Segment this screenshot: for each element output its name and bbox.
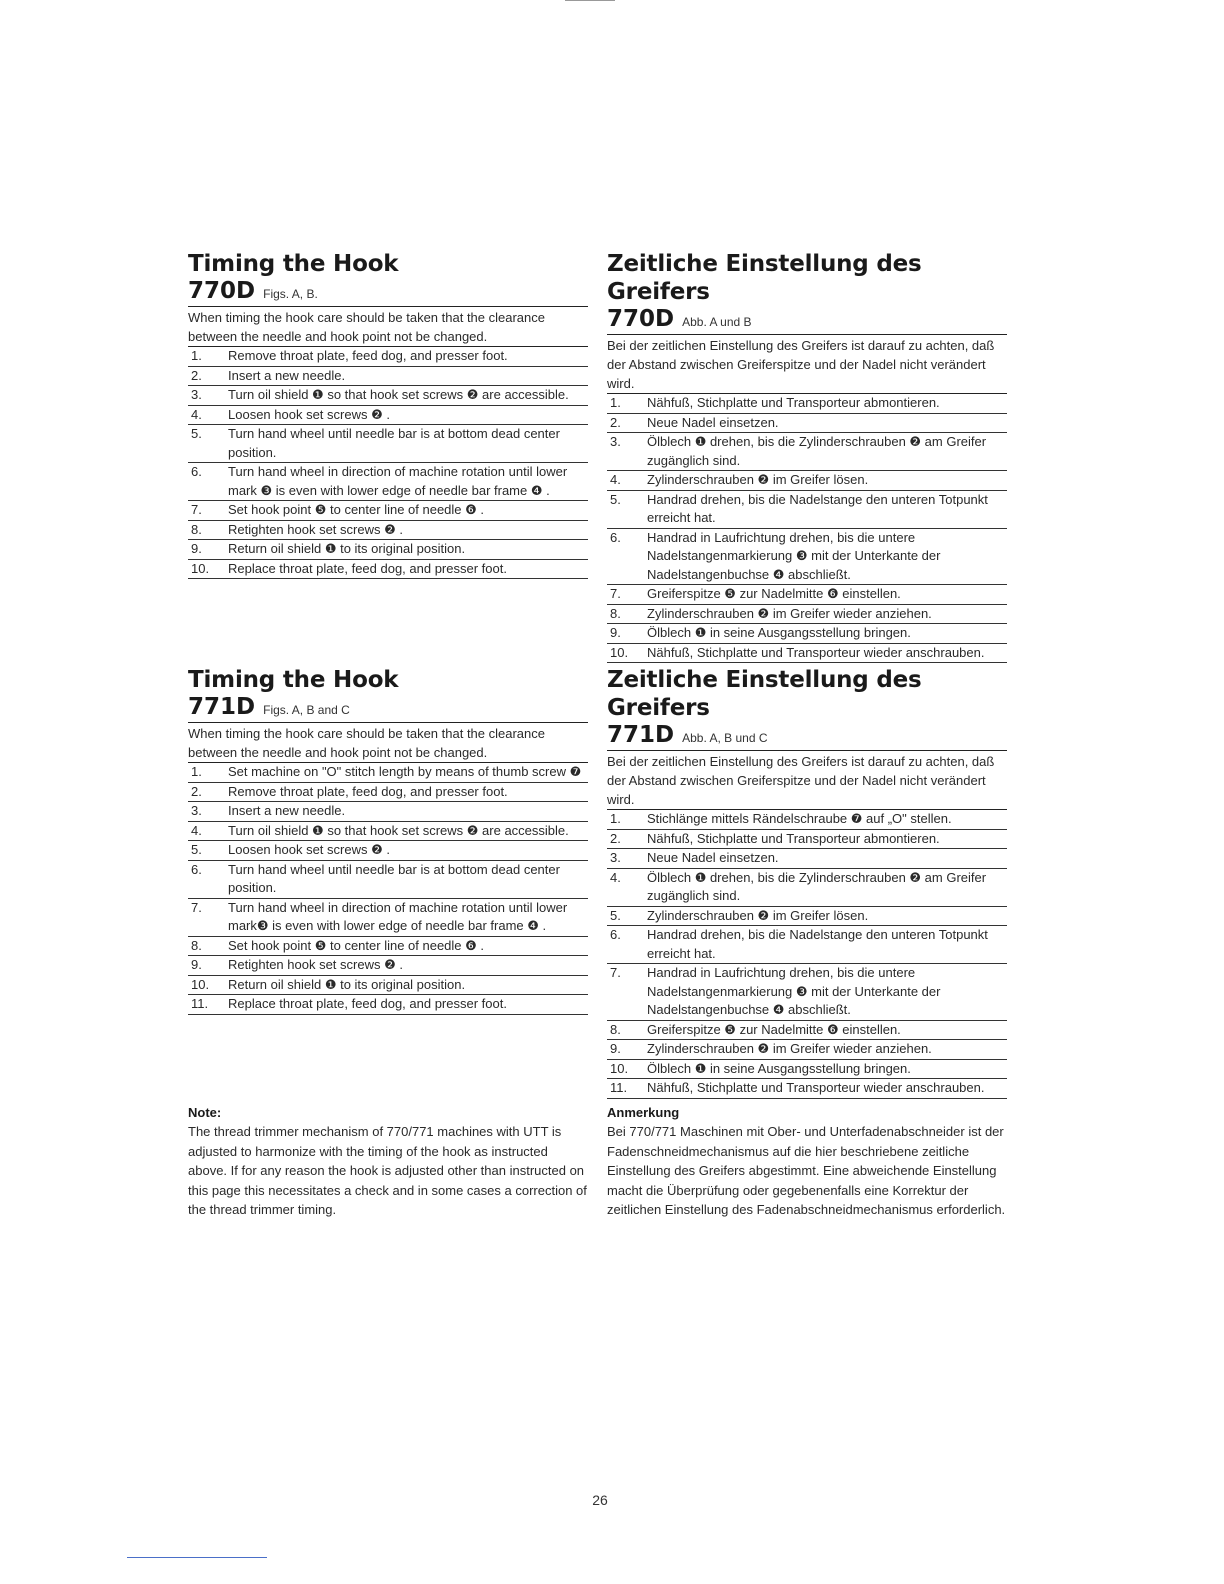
step-number: 3. xyxy=(191,387,202,402)
step-item xyxy=(188,861,588,899)
step-text: Zylinderschrauben ❷ im Greifer lösen. xyxy=(647,472,869,487)
step-item xyxy=(188,995,588,1015)
section-title: Timing the Hook xyxy=(188,251,399,277)
step-item xyxy=(607,869,1007,907)
step-text: Loosen hook set screws ❷ . xyxy=(228,406,390,422)
step-text: Neue Nadel einsetzen. xyxy=(647,850,779,865)
step-item xyxy=(188,347,588,367)
step-item xyxy=(188,783,588,803)
step-number: 4. xyxy=(610,869,621,885)
note-title: Anmerkung xyxy=(607,1105,680,1120)
step-text: Loosen hook set screws ❷ . xyxy=(228,842,390,857)
step-item xyxy=(188,367,588,387)
step-number: 1. xyxy=(191,348,202,363)
step-text: Turn hand wheel in direction of machine rotation until lower mark❸ is even with lower edge of needle bar frame ❹ . xyxy=(228,899,568,933)
step-number: 5. xyxy=(610,491,621,507)
step-text: Return oil shield ❶ to its original position. xyxy=(228,541,466,556)
step-item xyxy=(188,560,588,580)
step-item xyxy=(188,386,588,406)
step-item xyxy=(607,849,1007,869)
step-number: 11. xyxy=(191,996,209,1011)
step-item xyxy=(188,976,588,996)
step-text: Handrad drehen, bis die Nadelstange den unteren Totpunkt erreicht hat. xyxy=(647,927,988,961)
model-heading xyxy=(607,306,1007,332)
step-number: 1. xyxy=(610,395,621,410)
step-number: 10. xyxy=(610,644,629,660)
step-item xyxy=(188,763,588,783)
step-text: Nähfuß, Stichplatte und Transporteur wieder anschrauben. xyxy=(647,644,985,660)
step-number: 3. xyxy=(610,434,621,449)
step-item xyxy=(607,907,1007,927)
step-text: Ölblech ❶ drehen, bis die Zylinderschrauben ❷ am Greifer zugänglich sind. xyxy=(647,434,987,468)
step-number: 6. xyxy=(610,927,621,942)
step-item xyxy=(188,802,588,822)
step-number: 8. xyxy=(610,1021,621,1037)
step-text: Nähfuß, Stichplatte und Transporteur abmontieren. xyxy=(647,830,940,846)
step-item xyxy=(188,425,588,463)
step-item xyxy=(607,964,1007,1021)
note-body: Bei 770/771 Maschinen mit Ober- und Unterfadenabschneider ist der Fadenschneidmechanismus auf die hier beschriebene zeitliche Einstellung des Greifers abgestimmt. Eine abweichende Einstellung macht die Überprüfung oder gegebenenfalls eine Korrektur der zeitlichen Einstellung des Fadenabschneidmechanismus erforderlich. xyxy=(607,1124,1006,1217)
step-text: Zylinderschrauben ❷ im Greifer lösen. xyxy=(647,907,869,923)
note-body: The thread trimmer mechanism of 770/771 machines with UTT is adjusted to harmonize with the timing of the hook as instructed above. If for any reason the hook is adjusted other than instructed on this page this necessitates a check and in some cases a correction of the thread trimmer timing. xyxy=(188,1124,587,1217)
step-number: 4. xyxy=(610,472,621,487)
step-item xyxy=(607,491,1007,529)
step-number: 5. xyxy=(610,907,621,923)
step-item xyxy=(607,471,1007,491)
step-item xyxy=(188,822,588,842)
figure-reference: Figs. A, B and C xyxy=(263,703,350,717)
step-text: Remove throat plate, feed dog, and presser foot. xyxy=(228,348,508,363)
step-text: Nähfuß, Stichplatte und Transporteur abmontieren. xyxy=(647,395,940,410)
step-number: 3. xyxy=(610,850,621,865)
steps-list xyxy=(188,763,588,1015)
page-number: 26 xyxy=(592,1492,608,1508)
step-number: 2. xyxy=(610,830,621,846)
step-number: 9. xyxy=(610,625,621,640)
section-771-german xyxy=(607,666,1007,1099)
step-item xyxy=(607,830,1007,850)
step-text: Turn hand wheel in direction of machine rotation until lower mark ❸ is even with lower edge of needle bar frame ❹ . xyxy=(228,464,568,498)
step-text: Turn hand wheel until needle bar is at bottom dead center position. xyxy=(228,426,560,460)
step-item xyxy=(607,1060,1007,1080)
steps-list xyxy=(607,394,1007,663)
step-number: 9. xyxy=(191,541,202,556)
step-number: 10. xyxy=(610,1060,629,1076)
step-text: Replace throat plate, feed dog, and presser foot. xyxy=(228,560,507,576)
step-item xyxy=(188,463,588,501)
step-item xyxy=(607,394,1007,414)
note-english xyxy=(188,1104,588,1220)
step-number: 2. xyxy=(610,414,621,430)
step-text: Ölblech ❶ drehen, bis die Zylinderschrauben ❷ am Greifer zugänglich sind. xyxy=(647,869,987,903)
model-heading xyxy=(188,694,588,720)
step-text: Replace throat plate, feed dog, and presser foot. xyxy=(228,996,507,1011)
step-number: 8. xyxy=(191,937,202,953)
step-text: Turn oil shield ❶ so that hook set screws ❷ are accessible. xyxy=(228,387,569,402)
step-number: 3. xyxy=(191,803,202,818)
section-title: Zeitliche Einstellung des Greifers xyxy=(607,667,922,721)
step-item xyxy=(607,414,1007,434)
top-edge-line xyxy=(565,0,615,1)
section-770-german xyxy=(607,250,1007,663)
section-title: Timing the Hook xyxy=(188,667,399,693)
step-text: Stichlänge mittels Rändelschraube ❼ auf „O" stellen. xyxy=(647,811,952,826)
step-text: Insert a new needle. xyxy=(228,367,346,383)
step-item xyxy=(188,841,588,861)
note-german xyxy=(607,1104,1007,1220)
step-text: Set hook point ❺ to center line of needle ❻ . xyxy=(228,502,485,517)
step-number: 11. xyxy=(610,1080,628,1095)
section-title: Zeitliche Einstellung des Greifers xyxy=(607,251,922,305)
step-number: 9. xyxy=(610,1041,621,1056)
step-text: Neue Nadel einsetzen. xyxy=(647,414,779,430)
step-number: 5. xyxy=(191,426,202,441)
section-770-english xyxy=(188,250,588,579)
step-item xyxy=(188,956,588,976)
step-item xyxy=(188,406,588,426)
step-item xyxy=(607,810,1007,830)
step-number: 7. xyxy=(610,586,621,601)
steps-list xyxy=(188,347,588,579)
step-item xyxy=(188,899,588,937)
bottom-edge-line xyxy=(127,1557,267,1558)
step-number: 10. xyxy=(191,976,210,992)
step-text: Handrad in Laufrichtung drehen, bis die untere Nadelstangenmarkierung ❸ mit der Unterkante der Nadelstangenbuchse ❹ abschließt. xyxy=(647,965,941,1017)
step-text: Ölblech ❶ in seine Ausgangsstellung bringen. xyxy=(647,625,911,640)
step-text: Greiferspitze ❺ zur Nadelmitte ❻ einstellen. xyxy=(647,1021,901,1037)
step-text: Zylinderschrauben ❷ im Greifer wieder anziehen. xyxy=(647,1041,932,1056)
step-item xyxy=(607,605,1007,625)
step-item xyxy=(188,501,588,521)
step-text: Handrad drehen, bis die Nadelstange den unteren Totpunkt erreicht hat. xyxy=(647,491,988,525)
step-number: 7. xyxy=(191,502,202,517)
step-text: Turn oil shield ❶ so that hook set screws ❷ are accessible. xyxy=(228,822,569,838)
step-item xyxy=(188,521,588,541)
figure-reference: Abb. A und B xyxy=(682,315,752,329)
step-text: Remove throat plate, feed dog, and presser foot. xyxy=(228,783,508,799)
figure-reference: Figs. A, B. xyxy=(263,287,318,301)
step-item xyxy=(607,1021,1007,1041)
model-number: 771D xyxy=(188,694,256,720)
step-number: 9. xyxy=(191,957,202,972)
intro-paragraph: When timing the hook care should be taken that the clearance between the needle and hook point not be changed. xyxy=(188,722,588,763)
model-heading xyxy=(607,722,1007,748)
model-number: 770D xyxy=(607,306,675,332)
step-text: Nähfuß, Stichplatte und Transporteur wieder anschrauben. xyxy=(647,1080,985,1095)
step-text: Zylinderschrauben ❷ im Greifer wieder anziehen. xyxy=(647,605,932,621)
step-number: 6. xyxy=(191,464,202,479)
step-number: 4. xyxy=(191,822,202,838)
step-text: Ölblech ❶ in seine Ausgangsstellung bringen. xyxy=(647,1060,911,1076)
step-item xyxy=(607,1079,1007,1099)
step-number: 7. xyxy=(610,965,621,980)
step-text: Handrad in Laufrichtung drehen, bis die untere Nadelstangenmarkierung ❸ mit der Unterkante der Nadelstangenbuchse ❹ abschließt. xyxy=(647,529,941,582)
section-771-english xyxy=(188,666,588,1015)
note-title: Note: xyxy=(188,1105,222,1120)
step-item xyxy=(607,1040,1007,1060)
step-number: 8. xyxy=(610,605,621,621)
step-item xyxy=(188,540,588,560)
step-text: Set machine on "O" stitch length by means of thumb screw ❼ xyxy=(228,764,582,779)
step-number: 6. xyxy=(191,861,202,877)
step-text: Greiferspitze ❺ zur Nadelmitte ❻ einstellen. xyxy=(647,586,901,601)
step-text: Return oil shield ❶ to its original position. xyxy=(228,976,466,992)
steps-list xyxy=(607,810,1007,1099)
step-text: Retighten hook set screws ❷ . xyxy=(228,521,403,537)
step-number: 2. xyxy=(191,783,202,799)
intro-paragraph: When timing the hook care should be taken that the clearance between the needle and hook point not be changed. xyxy=(188,306,588,347)
step-text: Retighten hook set screws ❷ . xyxy=(228,957,403,972)
model-heading xyxy=(188,278,588,304)
step-text: Turn hand wheel until needle bar is at bottom dead center position. xyxy=(228,861,560,895)
step-number: 1. xyxy=(191,764,202,779)
step-text: Set hook point ❺ to center line of needle ❻ . xyxy=(228,937,485,953)
step-number: 6. xyxy=(610,529,621,545)
step-number: 4. xyxy=(191,406,202,422)
step-item xyxy=(607,529,1007,586)
model-number: 771D xyxy=(607,722,675,748)
step-number: 1. xyxy=(610,811,621,826)
step-item xyxy=(607,585,1007,605)
intro-paragraph: Bei der zeitlichen Einstellung des Greifers ist darauf zu achten, daß der Abstand zwischen Greiferspitze und der Nadel nicht verändert wird. xyxy=(607,750,1007,810)
step-item xyxy=(607,624,1007,644)
step-number: 7. xyxy=(191,899,202,915)
intro-paragraph: Bei der zeitlichen Einstellung des Greifers ist darauf zu achten, daß der Abstand zwischen Greiferspitze und der Nadel nicht verändert wird. xyxy=(607,334,1007,394)
step-number: 8. xyxy=(191,521,202,537)
figure-reference: Abb. A, B und C xyxy=(682,731,768,745)
step-item xyxy=(607,926,1007,964)
step-text: Insert a new needle. xyxy=(228,803,346,818)
step-number: 5. xyxy=(191,842,202,857)
step-item xyxy=(607,644,1007,664)
step-item xyxy=(607,433,1007,471)
step-item xyxy=(188,937,588,957)
step-number: 2. xyxy=(191,367,202,383)
step-number: 10. xyxy=(191,560,210,576)
model-number: 770D xyxy=(188,278,256,304)
